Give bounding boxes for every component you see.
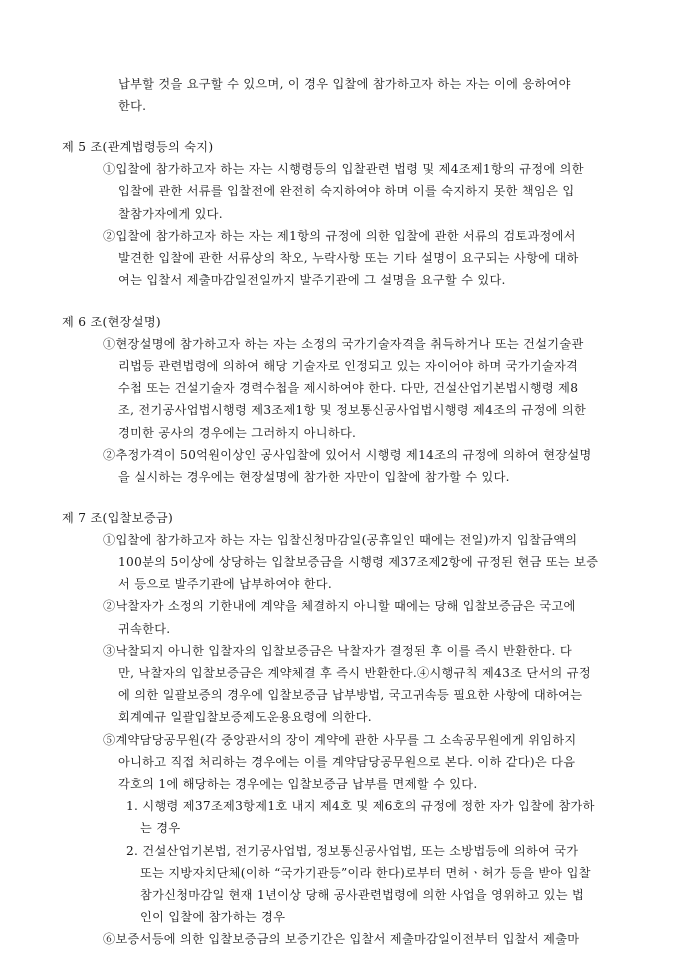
article-7-line: 각호의 1에 해당하는 경우에는 입찰보증금 납부를 면제할 수 있다. xyxy=(118,776,478,791)
article-7-line: ③낙찰되지 아니한 입찰자의 입찰보증금은 낙찰자가 결정된 후 이를 즉시 반환한다. 다 xyxy=(103,643,572,658)
article-7-line: 귀속한다. xyxy=(118,621,171,636)
intro-line: 한다. xyxy=(118,98,147,113)
article-7-line: 서 등으로 발주기관에 납부하여야 한다. xyxy=(118,577,333,592)
article-7-heading: 제 7 조(입찰보증금) xyxy=(62,510,174,525)
intro-line: 납부할 것을 요구할 수 있으며, 이 경우 입찰에 참가하고자 하는 자는 이에 응하여야 xyxy=(118,77,571,92)
article-6-line: ①현장설명에 참가하고자 하는 자는 소정의 국가기술자격을 취득하거나 또는 건설기술관 xyxy=(103,336,584,351)
article-7-line: ⑤계약담당공무원(각 중앙관서의 장이 계약에 관한 사무를 그 소속공무원에게 위임하지 xyxy=(103,732,577,747)
article-7-line: 아니하고 직접 처리하는 경우에는 이를 계약담당공무원으로 본다. 이하 같다)은 다음 xyxy=(118,754,576,769)
article-6-heading: 제 6 조(현장설명) xyxy=(62,314,161,329)
article-6-line: 조, 전기공사업법시행령 제3조제1항 및 정보통신공사업법시행령 제4조의 규정에 의한 xyxy=(118,403,587,418)
article-7-subitem: 인이 입찰에 참가하는 경우 xyxy=(140,910,286,925)
article-6-line: 경미한 공사의 경우에는 그러하지 아니하다. xyxy=(118,425,357,440)
article-6-line: ②추정가격이 50억원이상인 공사입찰에 있어서 시행령 제14조의 규정에 의하여 현장설명 xyxy=(103,447,592,462)
article-5-line: ①입찰에 참가하고자 하는 자는 시행령등의 입찰관련 법령 및 제4조제1항의 규정에 의한 xyxy=(103,162,584,177)
article-5-line: 찰참가자에게 있다. xyxy=(118,206,223,221)
article-5-heading: 제 5 조(관계법령등의 숙지) xyxy=(62,140,214,155)
article-6-line: 을 실시하는 경우에는 현장설명에 참가한 자만이 입찰에 참가할 수 있다. xyxy=(118,470,510,485)
article-7-subitem: 또는 지방자치단체(이하 “국가기관등”이라 한다)로부터 면허ㆍ허가 등을 받아 입찰 xyxy=(140,865,591,880)
article-7-subitem: 2. 건설산업기본법, 전기공사업법, 정보통신공사업법, 또는 소방법등에 의하여 국가 xyxy=(126,843,579,858)
article-6-line: 수첩 또는 건설기술자 경력수첩을 제시하여야 한다. 다만, 건설산업기본법시행령 제8 xyxy=(118,381,579,396)
article-7-line: ①입찰에 참가하고자 하는 자는 입찰신청마감일(공휴일인 때에는 전일)까지 입찰금액의 xyxy=(103,532,578,547)
article-7-line: 에 의한 일괄보증의 경우에 입찰보증금 납부방법, 국고귀속등 필요한 사항에 대하여는 xyxy=(118,688,583,703)
article-5-line: ②입찰에 참가하고자 하는 자는 제1항의 규정에 의한 입찰에 관한 서류의 검토과정에서 xyxy=(103,228,576,243)
article-7-subitem: 참가신청마감일 현재 1년이상 당해 공사관련법령에 의한 사업을 영위하고 있는 법 xyxy=(140,887,585,902)
article-7-line: 100분의 5이상에 상당하는 입찰보증금을 시행령 제37조제2항에 규정된 현금 또는 보증 xyxy=(118,554,599,569)
article-7-subitem: 는 경우 xyxy=(140,821,181,836)
article-5-line: 발견한 입찰에 관한 서류상의 착오, 누락사항 또는 기타 설명이 요구되는 사항에 대하 xyxy=(118,251,579,265)
article-7-line: 회계예규 일괄입찰보증제도운용요령에 의한다. xyxy=(118,710,372,725)
article-7-line: ⑥보증서등에 의한 입찰보증금의 보증기간은 입찰서 제출마감일이전부터 입찰서 제출마 xyxy=(103,932,580,947)
article-7-line: ②낙찰자가 소정의 기한내에 계약을 체결하지 아니할 때에는 당해 입찰보증금은 국고에 xyxy=(103,599,576,614)
article-5-line: 여는 입찰서 제출마감일전일까지 발주기관에 그 설명을 요구할 수 있다. xyxy=(118,273,506,288)
article-7-subitem: 1. 시행령 제37조제3항제1호 내지 제4호 및 제6호의 규정에 정한 자가 입찰에 참가하 xyxy=(126,799,595,814)
article-5-line: 입찰에 관한 서류를 입찰전에 완전히 숙지하여야 하며 이를 숙지하지 못한 책임은 입 xyxy=(118,184,575,199)
article-6-line: 리법등 관련법령에 의하여 해당 기술자로 인정되고 있는 자이어야 하며 국가기술자격 xyxy=(118,359,579,374)
article-7-line: 만, 낙찰자의 입찰보증금은 계약체결 후 즉시 반환한다.④시행규칙 제43조 단서의 규정 xyxy=(118,665,591,680)
